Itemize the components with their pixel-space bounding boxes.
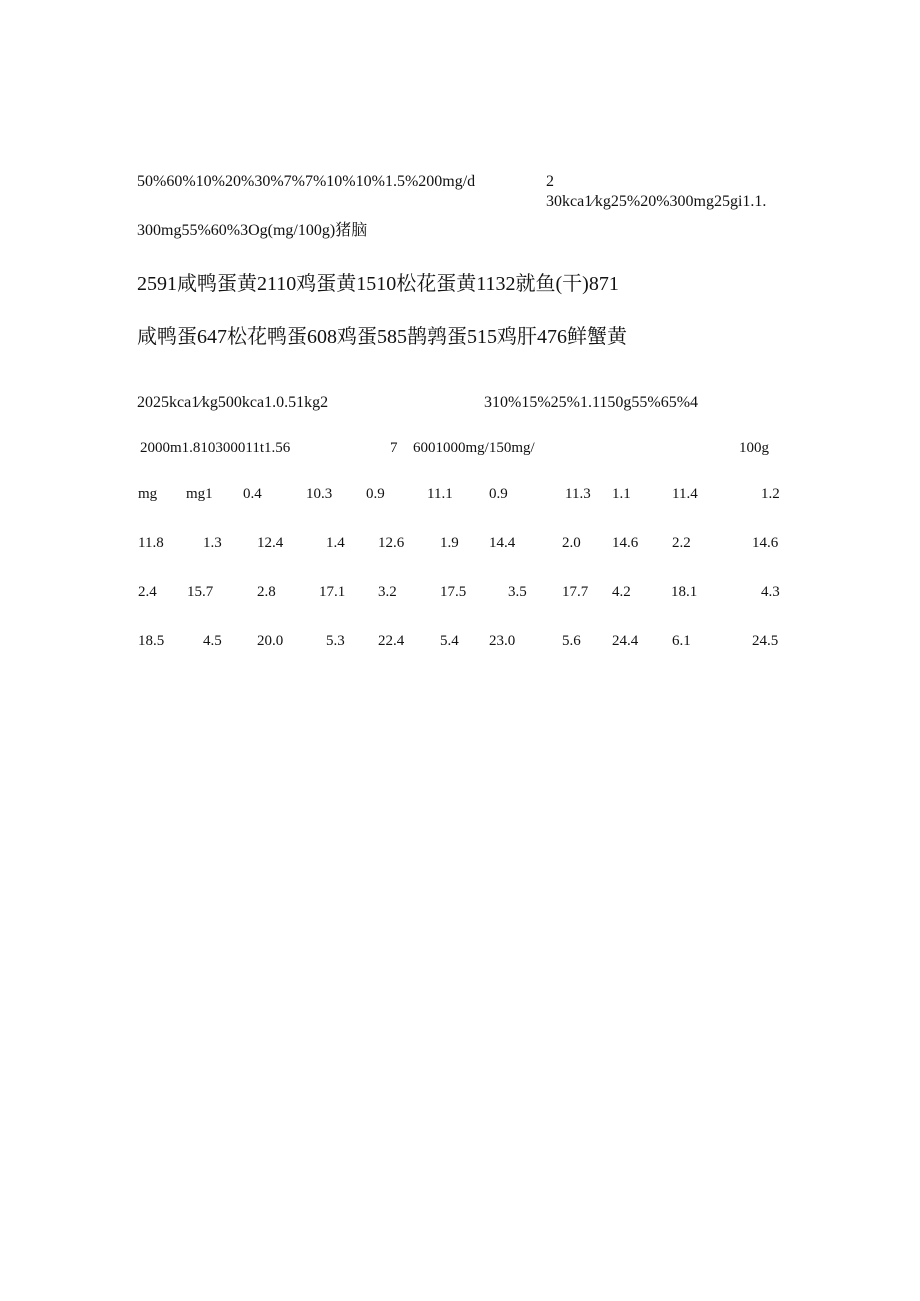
value-grid	[138, 486, 784, 682]
grid-cell: 10.3	[306, 486, 333, 502]
grid-cell: mg	[138, 486, 158, 502]
grid-cell: mg1	[186, 486, 213, 502]
grid-cell: 12.6	[378, 535, 405, 551]
grid-cell: 24.5	[752, 633, 779, 649]
grid-cell: 1.9	[440, 535, 459, 551]
grid-cell: 17.1	[319, 584, 346, 600]
grid-cell: 5.3	[326, 633, 345, 649]
grid-cell: 11.8	[138, 535, 164, 551]
grid-cell: 0.9	[366, 486, 385, 502]
grid-row	[138, 584, 784, 633]
grid-cell: 0.9	[489, 486, 508, 502]
text-line-5-left: 2025kca1⁄kg500kca1.0.51kg2	[137, 394, 329, 411]
grid-cell: 4.5	[203, 633, 222, 649]
grid-cell: 11.1	[427, 486, 453, 502]
grid-cell: 5.6	[562, 633, 581, 649]
text-line-6-left: 2000m1.810300011t1.56	[140, 440, 291, 456]
grid-cell: 2.2	[672, 535, 691, 551]
grid-cell: 1.4	[326, 535, 345, 551]
text-line-3: 2591咸鸭蛋黄2110鸡蛋黄1510松花蛋黄1132就鱼(干)871	[137, 273, 619, 295]
grid-cell: 18.1	[671, 584, 698, 600]
grid-cell: 12.4	[257, 535, 284, 551]
grid-cell: 15.7	[187, 584, 214, 600]
grid-cell: 3.2	[378, 584, 397, 600]
text-line-right-1: 30kca1⁄kg25%20%300mg25gi1.1.	[546, 193, 767, 210]
grid-cell: 4.3	[761, 584, 780, 600]
grid-cell: 24.4	[612, 633, 639, 649]
grid-row	[138, 633, 784, 682]
grid-cell: 22.4	[378, 633, 405, 649]
grid-cell: 14.6	[612, 535, 639, 551]
grid-cell: 2.0	[562, 535, 581, 551]
grid-cell: 18.5	[138, 633, 165, 649]
grid-row	[138, 535, 784, 584]
grid-cell: 17.7	[562, 584, 589, 600]
grid-row	[138, 486, 784, 535]
grid-cell: 14.6	[752, 535, 779, 551]
grid-cell: 2.4	[138, 584, 157, 600]
grid-cell: 1.2	[761, 486, 780, 502]
grid-cell: 11.3	[565, 486, 591, 502]
text-line-6-mid: 6001000mg/150mg/	[413, 440, 535, 456]
grid-cell: 14.4	[489, 535, 516, 551]
text-line-4: 咸鸭蛋647松花鸭蛋608鸡蛋585鹊鹑蛋515鸡肝476鲜蟹黄	[137, 326, 627, 348]
grid-cell: 11.4	[672, 486, 698, 502]
text-line-5-right: 310%15%25%1.1150g55%65%4	[484, 394, 699, 411]
grid-cell: 20.0	[257, 633, 284, 649]
text-line-1: 50%60%10%20%30%7%7%10%10%1.5%200mg/d	[137, 173, 476, 190]
grid-cell: 17.5	[440, 584, 467, 600]
text-line-6-right: 100g	[739, 440, 769, 456]
grid-cell: 6.1	[672, 633, 691, 649]
grid-cell: 2.8	[257, 584, 276, 600]
text-line-6-seven: 7	[390, 440, 398, 456]
grid-cell: 23.0	[489, 633, 516, 649]
grid-cell: 4.2	[612, 584, 631, 600]
grid-cell: 1.3	[203, 535, 222, 551]
text-number-2: 2	[546, 173, 554, 190]
grid-cell: 3.5	[508, 584, 527, 600]
text-line-2: 300mg55%60%3Og(mg/100g)猪脑	[137, 222, 368, 239]
grid-cell: 1.1	[612, 486, 631, 502]
grid-cell: 0.4	[243, 486, 262, 502]
grid-cell: 5.4	[440, 633, 459, 649]
